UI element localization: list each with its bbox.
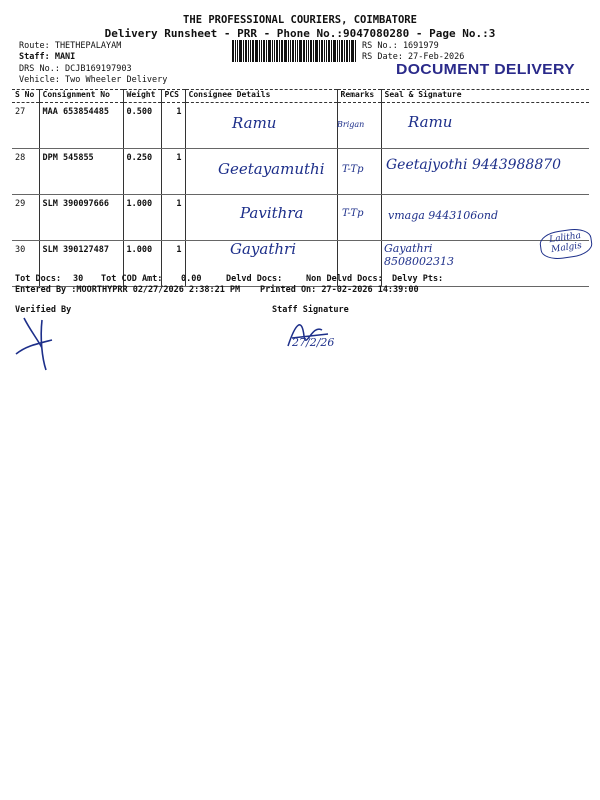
barcode-bar <box>339 40 340 62</box>
handwritten-signature-28: Geetajyothi 9443988870 <box>386 157 562 173</box>
barcode-bar <box>295 40 296 62</box>
handwritten-signature-29: vmaga 9443106ond <box>388 209 499 222</box>
barcode-bar <box>255 40 258 62</box>
col-weight: Weight <box>123 90 161 103</box>
entered-by: Entered By :MOORTHYPRR 02/27/2026 2:38:21 PM <box>15 285 241 295</box>
delvy-pts-label: Delvy Pts: <box>392 274 444 284</box>
barcode-bar <box>324 40 325 62</box>
barcode-bar <box>310 40 312 62</box>
drs-label: DRS No.: DCJB169197903 <box>19 64 132 74</box>
route-label: Route: THETHEPALAYAM <box>19 41 122 51</box>
tot-cod-label: Tot COD Amt: <box>101 274 163 284</box>
barcode-bar <box>239 40 242 62</box>
barcode-bar <box>303 40 305 62</box>
barcode-bar <box>349 40 350 62</box>
barcode-bar <box>290 40 291 62</box>
row-pcs: 1 <box>161 149 185 195</box>
col-consignee: Consignee Details <box>185 90 337 103</box>
document-delivery-stamp: DOCUMENT DELIVERY <box>396 61 575 78</box>
col-pcs: PCS <box>161 90 185 103</box>
rs-no: RS No.: 1691979 <box>362 41 439 51</box>
row-weight: 0.250 <box>123 149 161 195</box>
barcode-bar <box>292 40 294 62</box>
handwritten-consignee-28: Geetayamuthi <box>218 160 325 178</box>
staff-signature-label: Staff Signature <box>272 305 349 315</box>
col-seal: Seal & Signature <box>381 90 589 103</box>
barcode-bar <box>279 40 280 62</box>
barcode-bar <box>259 40 260 62</box>
tot-docs-value: 30 <box>73 274 84 284</box>
handwritten-consignee-29: Pavithra <box>240 204 304 222</box>
row-pcs: 1 <box>161 103 185 149</box>
handwritten-signature-27: Ramu <box>408 113 453 131</box>
barcode-bar <box>326 40 327 62</box>
barcode-bar <box>341 40 343 62</box>
barcode-bar <box>319 40 320 62</box>
barcode-bar <box>276 40 278 62</box>
row-sno: 28 <box>12 149 39 195</box>
barcode-bar <box>232 40 234 62</box>
barcode-bar <box>344 40 345 62</box>
handwritten-remarks-29: T-Tp <box>342 208 364 219</box>
barcode-bar <box>274 40 275 62</box>
verified-signature-mark <box>8 310 58 372</box>
barcode-bar <box>235 40 236 62</box>
row-sno: 27 <box>12 103 39 149</box>
row-sno: 30 <box>12 241 39 287</box>
handwritten-consignee-27: Ramu <box>232 114 277 132</box>
barcode-bar <box>284 40 287 62</box>
barcode-bar <box>313 40 314 62</box>
tot-docs-label: Tot Docs: <box>15 274 62 284</box>
handwritten-remarks-28: T-Tp <box>342 164 364 175</box>
row-pcs: 1 <box>161 195 185 241</box>
barcode-bar <box>266 40 267 62</box>
row-weight: 1.000 <box>123 195 161 241</box>
table-row <box>12 103 589 149</box>
handwritten-extra-signature: Lalitha Malgis <box>538 227 593 262</box>
row-weight: 0.500 <box>123 103 161 149</box>
barcode-bar <box>351 40 354 62</box>
barcode-graphic <box>232 40 358 62</box>
col-sno: S No <box>12 90 39 103</box>
row-consignment: MAA 653854485 <box>39 103 123 149</box>
staff-label: Staff: MANI <box>19 52 76 62</box>
barcode-bar <box>306 40 307 62</box>
row-consignment: DPM 545855 <box>39 149 123 195</box>
col-remarks: Remarks <box>337 90 381 103</box>
handwritten-consignee-30: Gayathri <box>230 240 296 258</box>
row-consignment: SLM 390097666 <box>39 195 123 241</box>
handwritten-remarks-27: Brigan <box>337 120 365 129</box>
barcode-bar <box>299 40 302 62</box>
barcode-bar <box>252 40 254 62</box>
table-header-row <box>12 90 589 103</box>
barcode-bar <box>321 40 323 62</box>
row-sno: 29 <box>12 195 39 241</box>
handwritten-signature-30: Gayathri 8508002313 <box>384 242 454 269</box>
barcode-bar <box>337 40 338 62</box>
barcode-bar <box>328 40 330 62</box>
barcode-bar <box>272 40 273 62</box>
barcode-bar <box>268 40 271 62</box>
barcode-bar <box>297 40 298 62</box>
barcode-bar <box>248 40 249 62</box>
row-pcs: 1 <box>161 241 185 287</box>
barcode-bar <box>288 40 289 62</box>
barcode-bar <box>333 40 336 62</box>
tot-cod-value: 0.00 <box>181 274 202 284</box>
non-delvd-docs-label: Non Delvd Docs: <box>306 274 383 284</box>
rs-date: RS Date: 27-Feb-2026 <box>362 52 465 62</box>
barcode-bar <box>308 40 309 62</box>
staff-signature-date: 27/2/26 <box>292 336 335 349</box>
runsheet-subtitle: Delivery Runsheet - PRR - Phone No.:9047080280 - Page No.:3 <box>104 27 496 40</box>
barcode-bar <box>250 40 251 62</box>
vehicle-label: Vehicle: Two Wheeler Delivery <box>19 75 168 85</box>
barcode-bar <box>243 40 244 62</box>
barcode-bar <box>281 40 283 62</box>
row-weight: 1.000 <box>123 241 161 287</box>
barcode-bar <box>263 40 265 62</box>
barcode-bar <box>315 40 318 62</box>
printed-on: Printed On: 27-02-2026 14:39:00 <box>260 285 419 295</box>
row-consignment: SLM 390127487 <box>39 241 123 287</box>
barcode-bar <box>355 40 356 62</box>
company-title: THE PROFESSIONAL COURIERS, COIMBATORE <box>183 14 417 26</box>
barcode-bar <box>346 40 348 62</box>
barcode-bar <box>261 40 262 62</box>
barcode-bar <box>331 40 332 62</box>
barcode-bar <box>237 40 238 62</box>
verified-by-label: Verified By <box>15 305 72 315</box>
barcode-bar <box>245 40 247 62</box>
col-consignment: Consignment No <box>39 90 123 103</box>
delvd-docs-label: Delvd Docs: <box>226 274 283 284</box>
